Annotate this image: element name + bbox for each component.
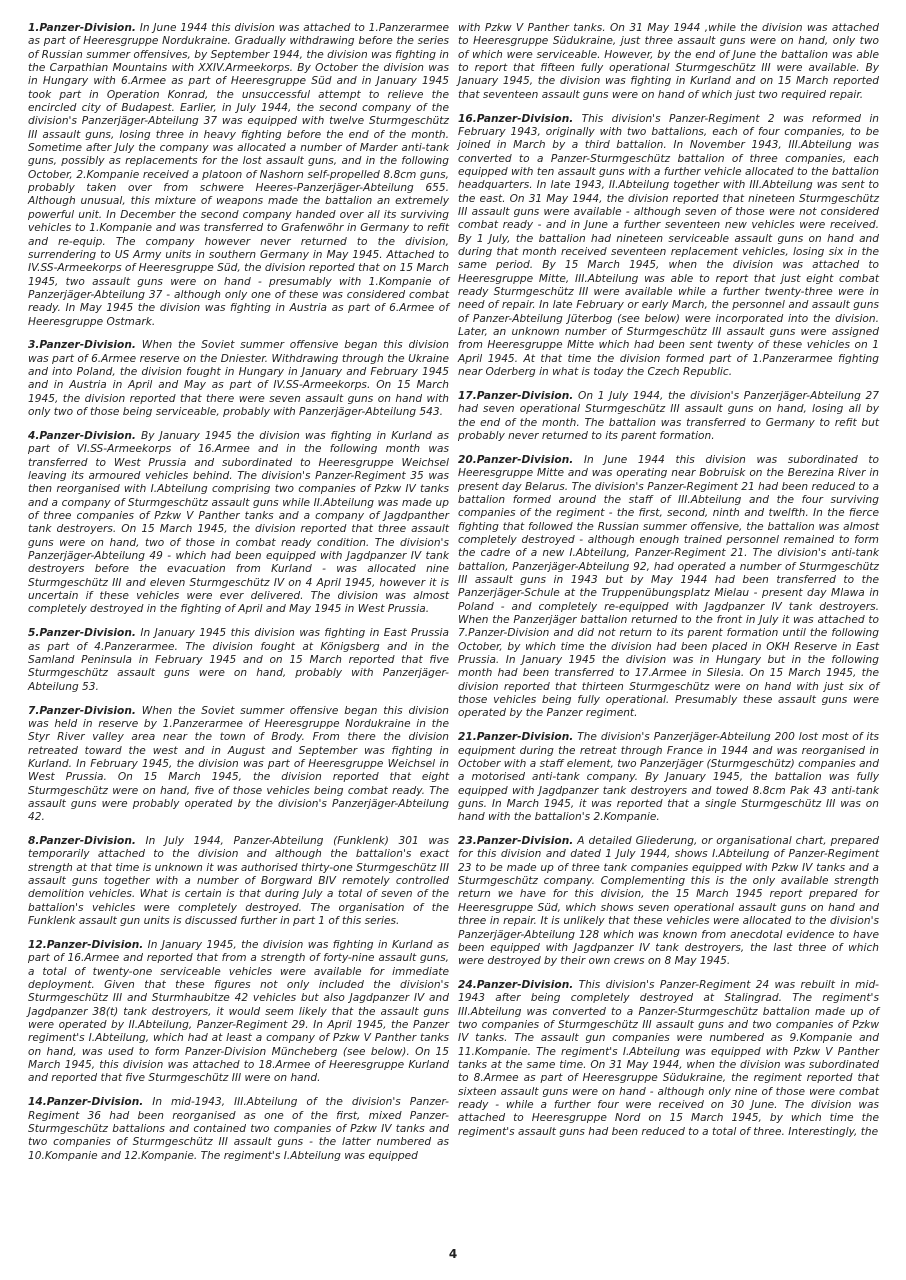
entry-text: The division's Panzerjäger-Abteilung 200 lost most of its equipment during the retreat through France in 1944 and was reorganised in October with a staff element, two Panzerjäger (Sturmgeschütz) companies and a motorised anti-tank company. By January 1945, the battalion was fully equipped with Jagdpanzer tank destroyers and towed 8.8cm Pak 43 anti-tank guns. In March 1945, it was reported that a single Sturmgeschütz III was on hand with the battalion's 2.Kompanie. xyxy=(458,731,879,824)
entry-text: A detailed Gliederung, or organisational chart, prepared for this division and dated 1 July 1944, shows I.Abteilung of Panzer-Regiment 23 to be made up of three tank companies equipped with Pzkw IV tanks and a Sturmgeschütz company. Complementing this is the only available strength return we have for this division, the 15 March 1945 report prepared for Heeresgruppe Süd, which shows seven operational assault guns on hand and three in repair. It is unlikely that these vehicles were allocated to the division's Panzerjäger-Abteilung 128 which was known from anecdotal evidence to have been equipped with Jagdpanzer IV tank destroyers, the last three of which were destroyed by their own crews on 8 May 1945. xyxy=(458,835,879,968)
right-column xyxy=(458,22,879,1150)
division-entry-24 xyxy=(458,979,879,1139)
division-entry-14 xyxy=(28,1096,449,1163)
entry-title: 5.Panzer-Division. xyxy=(28,627,136,640)
entry-title: 20.Panzer-Division. xyxy=(458,453,574,466)
entry-title: 4.Panzer-Division. xyxy=(28,429,136,442)
entry-text: In June 1944 this division was subordinated to Heeresgruppe Mitte and was operating near Bobruisk on the Berezina River in present day Belarus. The division's Panzer-Regiment 21 had been reduced to a battalion formed around the staff of III.Abteilung and the four surviving companies of the regiment - the first, second, ninth and twelfth. In the fierce fighting that followed the Russian summer offensive, the battalion was almost completely destroyed - although enough trained personnel remained to form the cadre of a new I.Abteilung, Panzer-Regiment 21. The division's anti-tank battalion, Panzerjäger-Abteilung 92, had operated a number of Sturmgeschütz III assault guns in 1943 but by May 1944 had been transferred to the Panzerjäger-Schule at the Truppenübungsplatz Mielau - present day Mlawa in Poland - and completely re-equipped with Jagdpanzer IV tank destroyers. When the Panzerjäger battalion returned to the front in July it was attached to 7.Panzer-Division and did not return to its parent formation until the following October, by which time the division had been placed in OKH Reserve in East Prussia. In January 1945 the division was in Hungary but in the following month had been transferred to 17.Armee in Silesia. On 15 March 1945, the division reported that thirteen Sturmgeschütz were on hand with just six of those vehicles being fully operational. Presumably these assault guns were operated by the Panzer regiment. xyxy=(458,453,879,720)
entry-text: On 1 July 1944, the division's Panzerjäger-Abteilung 27 had seven operational Sturmgeschütz III assault guns on hand, losing all by the end of the month. The battalion was transferred to Germany to refit but probably never returned to its parent formation. xyxy=(458,389,879,442)
division-entry-20 xyxy=(458,454,879,721)
entry-title: 23.Panzer-Division. xyxy=(458,835,574,848)
entry-text: In mid-1943, III.Abteilung of the division's Panzer-Regiment 36 had been reorganised as one of the first, mixed Panzer-Sturmgeschütz battalions and contained two companies of Pzkw IV tanks and two companies of Sturmgeschütz III assault guns - the latter numbered as 10.Kompanie and 12.Kompanie. The regiment's I.Abteilung was equipped xyxy=(28,1096,449,1162)
division-entry-1 xyxy=(28,22,449,329)
division-entry-21 xyxy=(458,731,879,824)
entry-text: When the Soviet summer offensive began this division was part of 6.Armee reserve on the Dniester. Withdrawing through the Ukraine and into Poland, the division fought in Hungary in January and February 1945 and in Austria in April and May as part of IV.SS-Armeekorps. On 15 March 1945, the division reported that there were seven assault guns on hand with only two of those being serviceable, probably with Panzerjäger-Abteilung 543. xyxy=(28,339,449,419)
entry-title: 12.Panzer-Division. xyxy=(28,939,144,951)
division-entry-14-continued xyxy=(458,22,879,102)
division-entry-7 xyxy=(28,705,449,825)
division-entry-23 xyxy=(458,835,879,968)
entry-text: When the Soviet summer offensive began this division was held in reserve by 1.Panzerarmee of Heeresgruppe Nordukraine in the Styr River valley area near the town of Brody. From there the division retreated toward the west and in August and September was fighting in Kurland. In February 1945, the division was part of Heeresgruppe Weichsel in West Prussia. On 15 March 1945, the division reported that eight Sturmgeschütz were on hand, five of those vehicles being combat ready. The assault guns were probably operated by the division's Panzerjäger-Abteilung 42. xyxy=(28,704,449,824)
division-entry-3 xyxy=(28,339,449,419)
entry-title: 24.Panzer-Division. xyxy=(458,979,574,992)
entry-text: This division's Panzer-Regiment 2 was reformed in February 1943, originally with two battalions, each of four companies, to be joined in March by a third battalion. In November 1943, III.Abteilung was converted to a Panzer-Sturmgeschütz battalion of three companies, each equipped with ten assault guns with a further vehicle allocated to the battalion headquarters. In late 1943, II.Abteilung together with III.Abteilung was sent to the east. On 31 May 1944, the division reported that nineteen Sturmgeschütz III assault guns were available - although seven of those were not considered combat ready - and in June a further seventeen new vehicles were received. By 1 July, the battalion had nineteen serviceable assault guns on hand and during that month received seventeen replacement vehicles, losing six in the same period. By 15 March 1945, when the division was attached to Heeresgruppe Mitte, III.Abteilung was able to report that just eight combat ready Sturmgeschütz III were available while a further twenty-three were in need of repair. In late February or early March, the personnel and assault guns of Panzer-Abteilung Jüterbog (see below) were incorporated into the division. Later, an unknown number of Sturmgeschütz III assault guns were assigned from Heeresgruppe Mitte which had been sent twenty of these vehicles on 1 April 1945. At that time the division formed part of 1.Panzerarmee fighting near Oderberg in what is today the Czech Republic. xyxy=(458,112,879,379)
division-entry-16 xyxy=(458,113,879,380)
entry-text: In June 1944 this division was attached to 1.Panzerarmee as part of Heeresgruppe Nordukraine. Gradually withdrawing before the series of Russian summer offensives, by September 1944, the division was fighting in the Carpathian Mountains with XXIV.Armeekorps. By October the division was in Hungary with 6.Armee as part of Heeresgruppe Süd and in January 1945 took part in Operation Konrad, the unsuccessful attempt to relieve the encircled city of Budapest. Earlier, in July 1944, the second company of the division's Panzerjäger-Abteilung 37 was equipped with twelve Sturmgeschütz III assault guns, losing three in heavy fighting before the end of the month. Sometime after July the company was allocated a number of Marder anti-tank guns, possibly as replacements for the lost assault guns, and in the following October, 2.Kompanie received a platoon of Nashorn self-propelled 8.8cm guns, probably taken over from schwere Heeres-Panzerjäger-Abteilung 655. Although unusual, this mixture of weapons made the battalion an extremely powerful unit. In December the second company handed over all its surviving vehicles to 1.Kompanie and was transferred to Grafenwöhr in Germany to refit and re-equip. The company however never returned to the division, surrendering to US Army units in southern Germany in May 1945. Attached to IV.SS-Armeekorps of Heeresgruppe Süd, the division reported that on 15 March 1945, two assault guns were on hand - presumably with 1.Kompanie of Panzerjäger-Abteilung 37 - although only one of these was considered combat ready. In May 1945 the division was fighting in Austria as part of 6.Armee of Heeresgruppe Ostmark. xyxy=(28,22,449,328)
left-column xyxy=(28,22,449,1174)
entry-text: In January 1945 this division was fighting in East Prussia as part of 4.Panzerarmee. The division fought at Königsberg and in the Samland Peninsula in February 1945 and on 15 March reported that five Sturmgeschütz assault guns were on hand, probably with Panzerjäger-Abteilung 53. xyxy=(28,627,449,693)
entry-title: 17.Panzer-Division. xyxy=(458,389,574,402)
division-entry-4 xyxy=(28,430,449,617)
entry-title: 14.Panzer-Division. xyxy=(28,1096,144,1109)
entry-text: with Pzkw V Panther tanks. On 31 May 1944 ,while the division was attached to Heeresgruppe Südukraine, just three assault guns were on hand, only two of which were serviceable. However, by the end of June the battalion was able to report that fifteen fully operational Sturmgeschütz III were available. By January 1945, the division was fighting in Kurland and on 15 March reported that seventeen assault guns were on hand of which just two required repair. xyxy=(458,22,879,101)
division-entry-12 xyxy=(28,939,449,1086)
division-entry-5 xyxy=(28,627,449,694)
entry-text: This division's Panzer-Regiment 24 was rebuilt in mid-1943 after being completely destroyed at Stalingrad. The regiment's III.Abteilung was converted to a Panzer-Sturmgeschütz battalion made up of two companies of Sturmgeschütz III assault guns and two companies of Pzkw IV tanks. The assault gun companies were numbered as 9.Kompanie and 11.Kompanie. The regiment's I.Abteilung was equipped with Pzkw V Panther tanks at the same time. On 31 May 1944, when the division was subordinated to 8.Armee as part of Heeresgruppe Südukraine, the regiment reported that sixteen assault guns were on hand - although only nine of those were combat ready - while a further four were received on 30 June. The division was attached to Heeresgruppe Nord on 15 March 1945, by which time the regiment's assault guns had been reduced to a total of three. Interestingly, the xyxy=(458,979,879,1138)
entry-text: In January 1945, the division was fighting in Kurland as part of 16.Armee and reported that from a strength of forty-nine assault guns, a total of twenty-one serviceable vehicles were available for immediate deployment. Given that these figures not only included the division's Sturmgeschütz III and Sturmhaubitze 42 vehicles but also Jagdpanzer IV and Jagdpanzer 38(t) tank destroyers, it would seem likely that the assault guns were operated by II.Abteilung, Panzer-Regiment 29. In April 1945, the Panzer regiment's I.Abteilung, which had at least a company of Pzkw V Panther tanks on hand, was used to form Panzer-Division Müncheberg (see below). On 15 March 1945, this division was attached to 18.Armee of Heeresgruppe Kurland and reported that five Sturmgeschütz III were on hand. xyxy=(28,939,449,1085)
entry-title: 21.Panzer-Division. xyxy=(458,731,574,744)
entry-title: 16.Panzer-Division. xyxy=(458,112,574,125)
division-entry-8 xyxy=(28,835,449,928)
entry-title: 3.Panzer-Division. xyxy=(28,339,136,352)
entry-text: In July 1944, Panzer-Abteilung (Funklenk) 301 was temporarily attached to the division and although the battalion's exact strength at that time is unknown it was authorised thirty-one Sturmgeschütz III assault guns together with a number of Borgward BIV remotely controlled demolition vehicles. What is certain is that during July a total of seven of the battalion's vehicles were completely destroyed. The organisation of the Funklenk assault gun units is discussed further in part 1 of this series. xyxy=(28,835,449,928)
entry-title: 7.Panzer-Division. xyxy=(28,704,136,717)
entry-title: 8.Panzer-Division. xyxy=(28,835,136,848)
division-entry-17 xyxy=(458,390,879,443)
entry-text: By January 1945 the division was fighting in Kurland as part of VI.SS-Armeekorps of 16.Armee and in the following month was transferred to West Prussia and subordinated to Heeresgruppe Weichsel leaving its armoured vehicles behind. The division's Panzer-Regiment 35 was then reorganised with I.Abteilung comprising two companies of Pzkw IV tanks and a company of Sturmgeschütz assault guns while II.Abteilung was made up of three companies of Pzkw V Panther tanks and a company of Jagdpanther tank destroyers. On 15 March 1945, the division reported that three assault guns were on hand, two of those in combat ready condition. The division's Panzerjäger-Abteilung 49 - which had been equipped with Jagdpanzer IV tank destroyers before the evacuation from Kurland - was allocated nine Sturmgeschütz III and eleven Sturmgeschütz IV on 4 April 1945, however it is uncertain if these vehicles were ever delivered. The division was almost completely destroyed in the fighting of April and May 1945 in West Prussia. xyxy=(28,429,449,616)
entry-title: 1.Panzer-Division. xyxy=(28,22,136,34)
page-number: 4 xyxy=(448,1247,458,1261)
